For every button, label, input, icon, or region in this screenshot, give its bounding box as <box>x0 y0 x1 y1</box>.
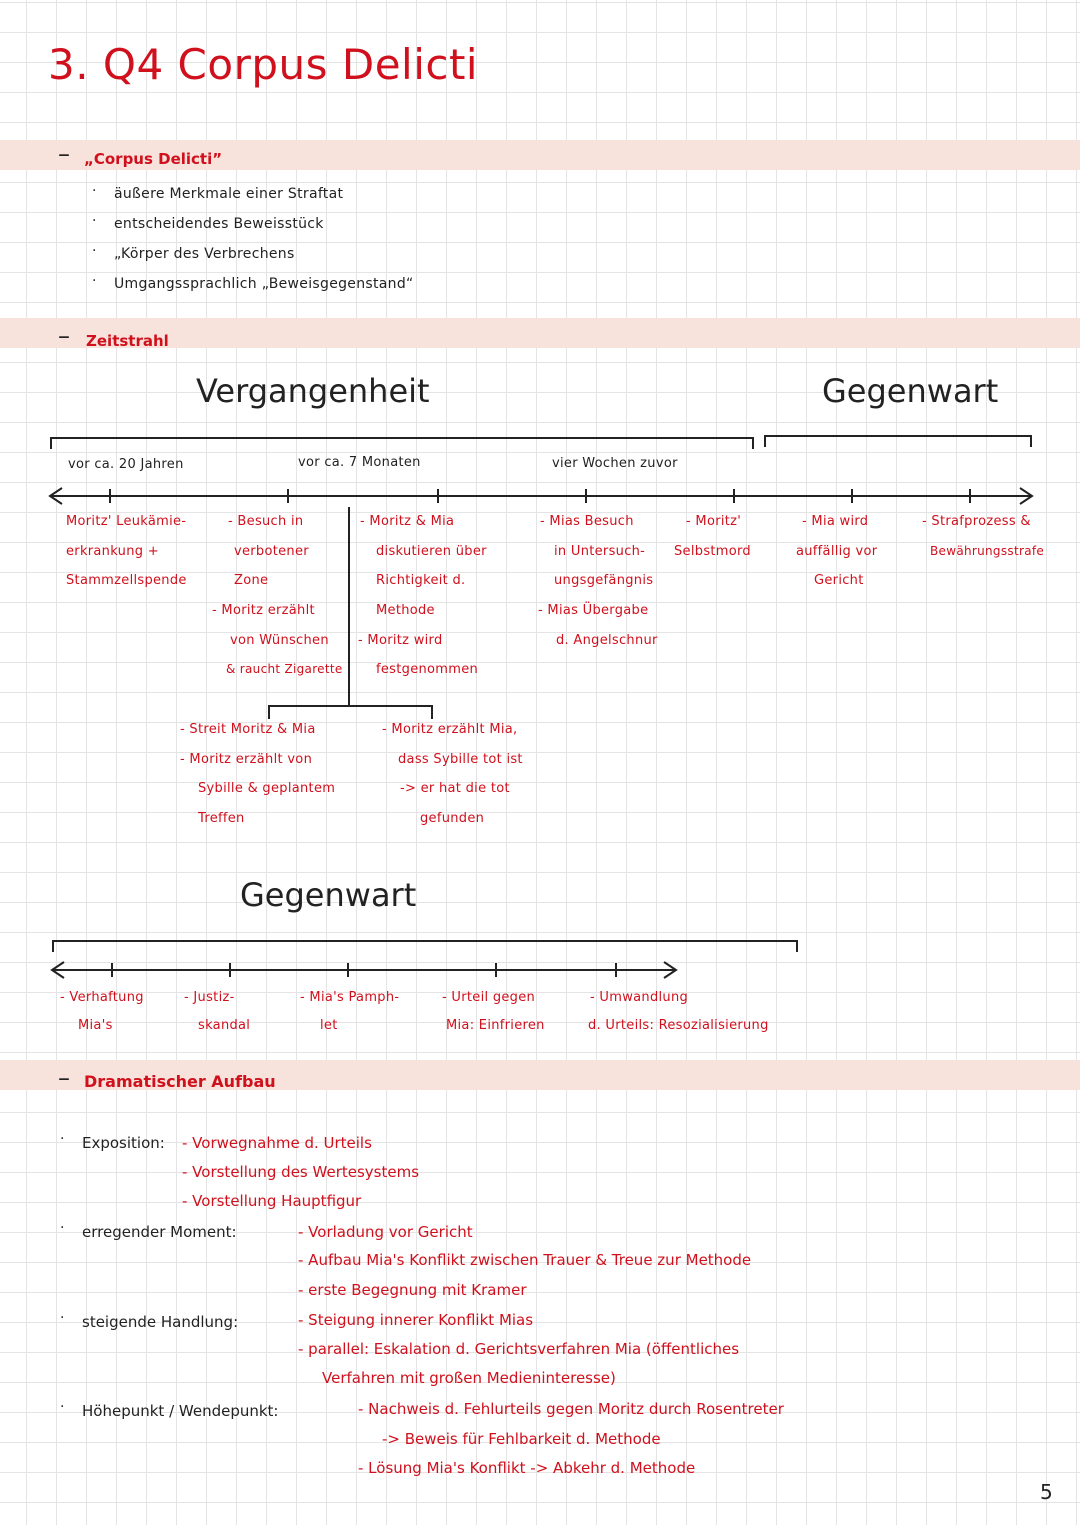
event-text: - Verhaftung <box>60 990 144 1005</box>
event-text: Mia's <box>78 1018 113 1033</box>
event-text: Moritz' Leukämie- <box>66 514 187 529</box>
section-dash: – <box>58 1064 70 1092</box>
event-text: & raucht Zigarette <box>226 662 343 676</box>
drama-text: - erste Begegnung mit Kramer <box>298 1281 527 1299</box>
event-text: - Moritz' <box>686 514 742 529</box>
page-title: 3. Q4 Corpus Delicti <box>48 40 479 89</box>
bullet: · <box>92 273 97 289</box>
drama-text: -> Beweis für Fehlbarkeit d. Methode <box>382 1430 661 1448</box>
drama-label: Höhepunkt / Wendepunkt: <box>82 1402 279 1420</box>
event-text: - Streit Moritz & Mia <box>180 722 316 737</box>
event-text: erkrankung + <box>66 544 159 559</box>
drama-text: - Vorstellung Hauptfigur <box>182 1192 362 1210</box>
bullet: · <box>92 243 97 259</box>
past-label: Vergangenheit <box>196 372 430 410</box>
section-dash: – <box>58 140 70 168</box>
event-text: verbotener <box>234 544 309 559</box>
time-mark: vor ca. 20 Jahren <box>68 457 184 472</box>
event-text: ungsgefängnis <box>554 573 654 588</box>
event-text: - Mias Übergabe <box>538 603 649 618</box>
drama-label: erregender Moment: <box>82 1223 237 1241</box>
bullet: · <box>60 1399 65 1415</box>
past-bracket <box>50 437 754 449</box>
event-text: von Wünschen <box>230 633 329 648</box>
event-text: Gericht <box>814 573 864 588</box>
timeline-arrow <box>44 484 1040 508</box>
event-text: - Urteil gegen <box>442 990 536 1005</box>
time-mark: vier Wochen zuvor <box>552 456 678 471</box>
bullet: · <box>60 1131 65 1147</box>
connector-line <box>431 705 433 719</box>
event-text: Stammzellspende <box>66 573 187 588</box>
event-text: - Moritz erzählt von <box>180 752 313 767</box>
event-text: gefunden <box>420 811 485 826</box>
drama-label: steigende Handlung: <box>82 1313 239 1331</box>
drama-text: Verfahren mit großen Medieninteresse) <box>322 1369 616 1387</box>
event-text: Mia: Einfrieren <box>446 1018 545 1033</box>
event-text: auffällig vor <box>796 544 878 559</box>
corpus-point: entscheidendes Beweisstück <box>114 216 324 232</box>
drama-text: - Aufbau Mia's Konflikt zwischen Trauer & Treue zur Methode <box>298 1251 752 1269</box>
section-dash: – <box>58 322 70 350</box>
event-text: let <box>320 1018 338 1033</box>
event-text: - Umwandlung <box>590 990 689 1005</box>
event-text: - Besuch in <box>228 514 304 529</box>
present-label: Gegenwart <box>822 372 999 410</box>
event-text: - Mia wird <box>802 514 869 529</box>
event-text: -> er hat die tot <box>400 781 510 796</box>
present-bracket-2 <box>52 940 798 952</box>
present-label-2: Gegenwart <box>240 876 417 914</box>
event-text: - Justiz- <box>184 990 235 1005</box>
event-text: Sybille & geplantem <box>198 781 336 796</box>
event-text: Richtigkeit d. <box>376 573 466 588</box>
drama-text: - Lösung Mia's Konflikt -> Abkehr d. Methode <box>358 1459 696 1477</box>
event-text: - Moritz erzählt Mia, <box>382 722 518 737</box>
event-text: Zone <box>234 573 269 588</box>
event-text: in Untersuch- <box>554 544 646 559</box>
connector-line <box>268 705 432 707</box>
event-text: diskutieren über <box>376 544 487 559</box>
drama-label: Exposition: <box>82 1134 165 1152</box>
event-text: festgenommen <box>376 662 479 677</box>
event-text: - Moritz wird <box>358 633 443 648</box>
corpus-point: äußere Merkmale einer Straftat <box>114 186 344 202</box>
event-text: d. Urteils: Resozialisierung <box>588 1018 769 1033</box>
drama-heading: Dramatischer Aufbau <box>84 1072 276 1091</box>
corpus-point: „Körper des Verbrechens <box>114 246 295 262</box>
bullet: · <box>92 213 97 229</box>
timeline-arrow-2 <box>46 958 686 982</box>
event-text: - Mia's Pamph- <box>300 990 400 1005</box>
event-text: - Moritz & Mia <box>360 514 455 529</box>
event-text: - Mias Besuch <box>540 514 634 529</box>
drama-text: - Vorwegnahme d. Urteils <box>182 1134 372 1152</box>
event-text: skandal <box>198 1018 251 1033</box>
connector-line <box>268 705 270 719</box>
event-text: Bewährungsstrafe <box>930 544 1045 558</box>
event-text: Methode <box>376 603 435 618</box>
bullet: · <box>92 183 97 199</box>
present-bracket <box>764 435 1032 447</box>
time-mark: vor ca. 7 Monaten <box>298 455 421 470</box>
event-text: Selbstmord <box>674 544 751 559</box>
bullet: · <box>60 1220 65 1236</box>
connector-line <box>348 507 350 705</box>
drama-text: - Vorstellung des Wertesystems <box>182 1163 420 1181</box>
event-text: - Moritz erzählt <box>212 603 315 618</box>
timeline-heading: Zeitstrahl <box>86 332 169 350</box>
drama-text: - Steigung innerer Konflikt Mias <box>298 1311 534 1329</box>
page-number: 5 <box>1040 1480 1053 1504</box>
bullet: · <box>60 1310 65 1326</box>
event-text: d. Angelschnur <box>556 633 658 648</box>
drama-text: - Nachweis d. Fehlurteils gegen Moritz durch Rosentreter <box>358 1400 784 1418</box>
corpus-heading: „Corpus Delicti” <box>84 150 223 168</box>
drama-text: - Vorladung vor Gericht <box>298 1223 473 1241</box>
event-text: Treffen <box>198 811 245 826</box>
event-text: - Strafprozess & <box>922 514 1031 529</box>
corpus-point: Umgangssprachlich „Beweisgegenstand“ <box>114 276 414 292</box>
event-text: dass Sybille tot ist <box>398 752 523 767</box>
drama-text: - parallel: Eskalation d. Gerichtsverfahren Mia (öffentliches <box>298 1340 740 1358</box>
